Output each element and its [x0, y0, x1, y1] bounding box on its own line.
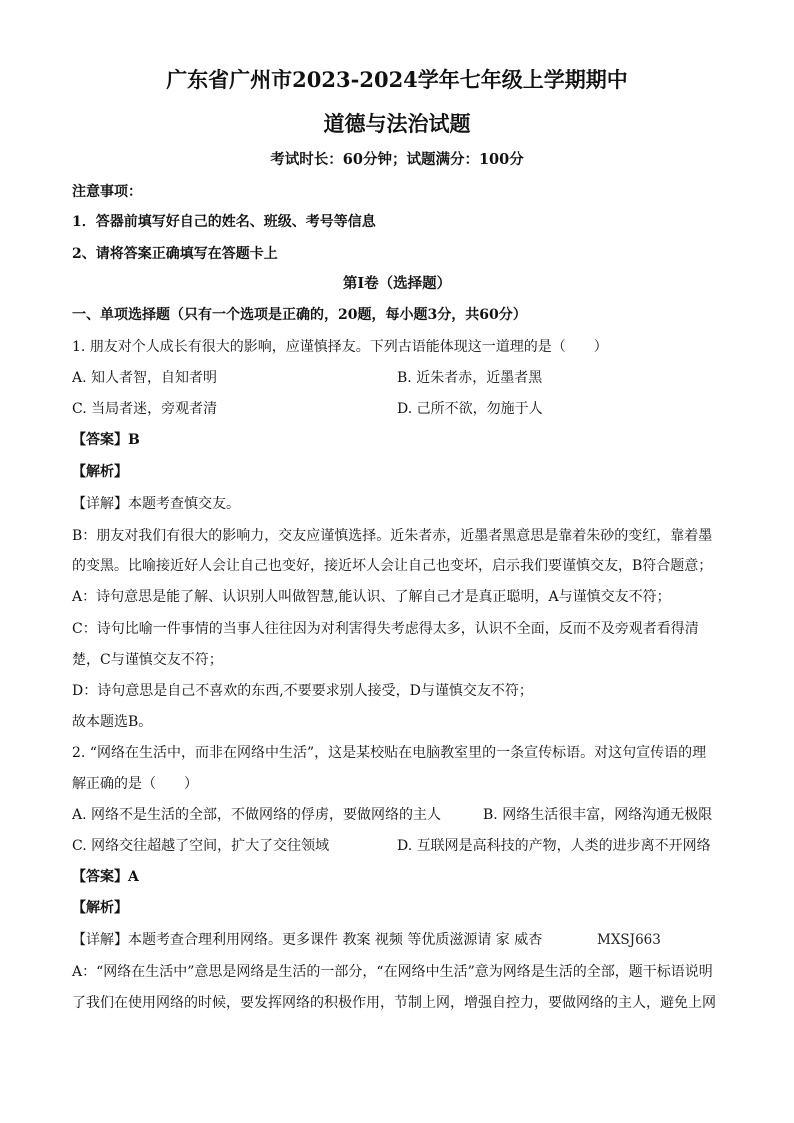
- q1-analysis-line-2: B：朋友对我们有很大的影响力，交友应谨慎选择。近朱者赤，近墨者黑意思是靠着朱砂的变红，靠着墨: [72, 528, 713, 544]
- q1-option-c: C. 当局者迷，旁观者清: [72, 401, 218, 417]
- q2-analysis-line-1: A：“网络在生活中”意思是网络是生活的一部分，“在网络中生活”意为网络是生活的全部，题干标语说明: [72, 964, 713, 980]
- q2-analysis-label: 【解析】: [72, 900, 128, 916]
- doc-title-line2: 道德与法治试题: [323, 111, 471, 136]
- q1-analysis-line-7: D：诗句意思是自己不喜欢的东西,不要要求别人接受，D与谨慎交友不符；: [72, 683, 533, 699]
- q1-analysis-label: 【解析】: [72, 464, 128, 480]
- q1-option-b: B. 近朱者赤，近墨者黑: [397, 370, 543, 386]
- q1-analysis-line-6: 楚，C与谨慎交友不符；: [72, 652, 223, 668]
- notice-item-2: 2、请将答案正确填写在答题卡上: [72, 246, 278, 262]
- exam-info: 考试时长：60分钟；试题满分：100分: [270, 151, 524, 168]
- q1-analysis-line-3: 的变黑。比喻接近好人会让自己也变好，接近坏人会让自己也变坏，启示我们要谨慎交友，B符合题意；: [72, 558, 713, 574]
- q1-analysis-line-1: 【详解】本题考查慎交友。: [72, 496, 240, 512]
- q2-option-d: D. 互联网是高科技的产物，人类的进步离不开网络: [397, 838, 711, 854]
- q2-option-c: C. 网络交往超越了空间，扩大了交往领域: [72, 838, 330, 854]
- q2-option-b: B. 网络生活很丰富，网络沟通无极限: [483, 807, 713, 823]
- notice-heading: 注意事项：: [72, 184, 142, 200]
- q1-option-d: D. 己所不欲，勿施于人: [397, 401, 543, 417]
- q1-analysis-line-8: 故本题选B。: [72, 714, 153, 730]
- section-title: 第I卷（选择题）: [342, 275, 452, 292]
- watermark-code: MXSJ663: [597, 932, 661, 948]
- part-heading: 一、单项选择题（只有一个选项是正确的，20题，每小题3分，共60分）: [72, 307, 527, 323]
- q1-analysis-line-4: A：诗句意思是能了解、认识别人叫做智慧,能认识、了解自己才是真正聪明，A与谨慎交友不符；: [72, 589, 671, 605]
- doc-title-line1: 广东省广州市2023-2024学年七年级上学期期中: [166, 67, 628, 92]
- q2-detail-line: 【详解】本题考查合理利用网络。更多课件 教案 视频 等优质滋源请 家 威杏: [72, 932, 543, 948]
- notice-item-1: 1．答器前填写好自己的姓名、班级、考号等信息: [72, 214, 376, 230]
- q2-answer: 【答案】A: [72, 869, 139, 885]
- q2-analysis-line-2: 了我们在使用网络的时候，要发挥网络的积极作用，节制上网，增强自控力，要做网络的主人，避免上网: [72, 995, 716, 1011]
- q2-stem-line-2: 解正确的是（ ）: [72, 776, 198, 792]
- q2-stem-line-1: 2. “网络在生活中，而非在网络中生活”，这是某校贴在电脑教室里的一条宣传标语。对这句宣传语的理: [72, 745, 707, 761]
- q2-option-a: A. 网络不是生活的全部，不做网络的俘虏，要做网络的主人: [72, 807, 442, 823]
- q1-stem: 1. 朋友对个人成长有很大的影响，应谨慎择友。下列古语能体现这一道理的是（ ）: [72, 339, 608, 355]
- q1-option-a: A. 知人者智，自知者明: [72, 370, 218, 386]
- q1-analysis-line-5: C：诗句比喻一件事情的当事人往往因为对利害得失考虑得太多，认识不全面，反而不及旁观者看得清: [72, 621, 699, 637]
- q1-answer: 【答案】B: [72, 432, 140, 448]
